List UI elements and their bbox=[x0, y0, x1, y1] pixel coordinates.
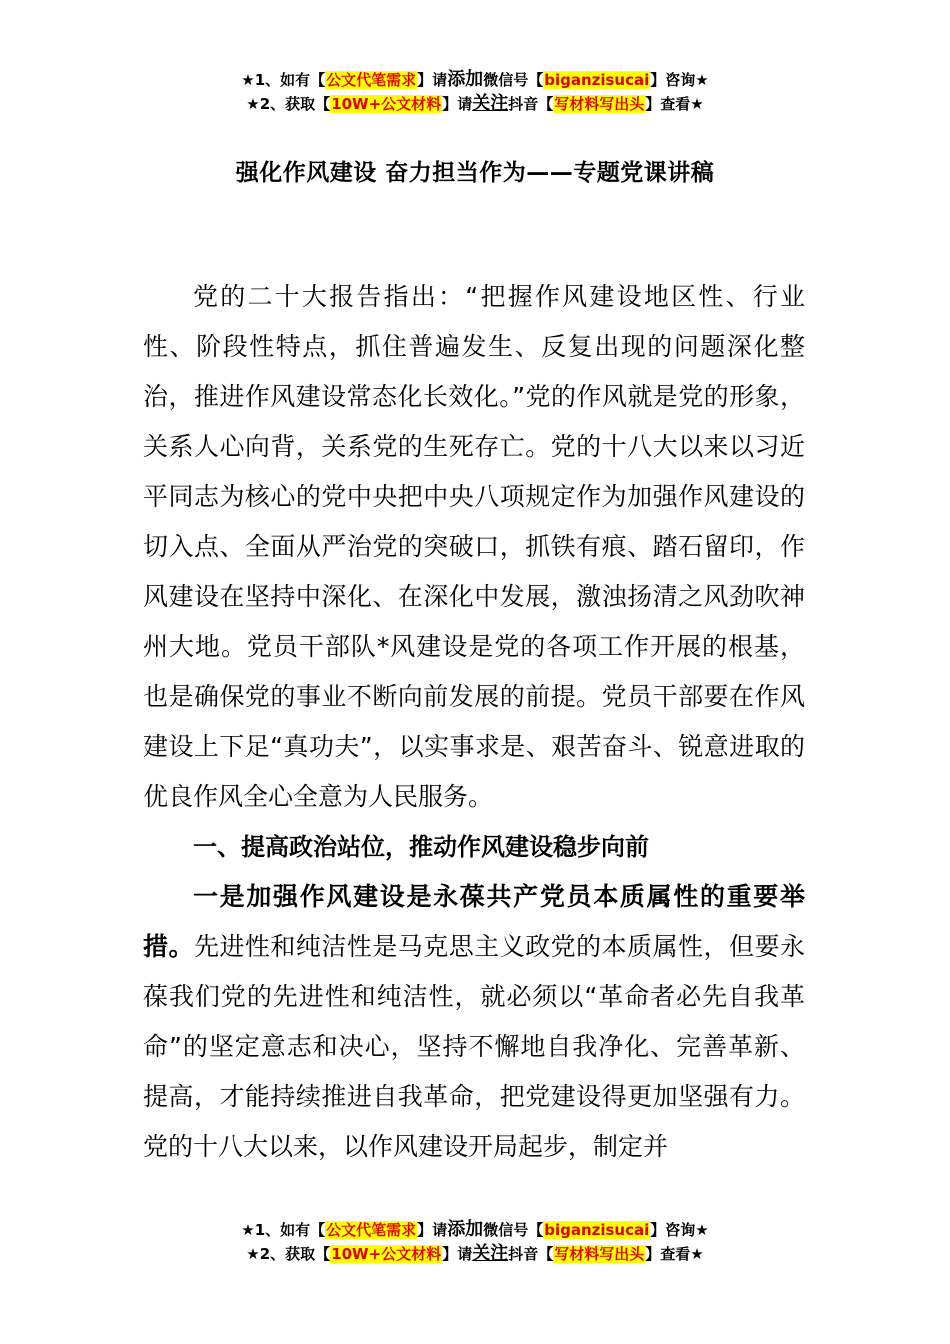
banner-text: 】请 bbox=[442, 1245, 473, 1263]
banner-text: ★1、如有【 bbox=[241, 71, 326, 89]
banner-text: 】请 bbox=[417, 1221, 448, 1239]
banner-text: 微信号【 bbox=[483, 1221, 544, 1239]
paragraph-section-1 bbox=[143, 872, 805, 1172]
highlight-douyin: 写材料写出头 bbox=[554, 95, 645, 113]
highlight-wechat-id: biganzisucai bbox=[544, 1221, 650, 1239]
highlight-service: 公文代笔需求 bbox=[326, 1221, 417, 1239]
banner-text: ★2、获取【 bbox=[246, 95, 331, 113]
section-heading-1: 一、提高政治站位，推动作风建设稳步向前 bbox=[193, 833, 649, 861]
banner-line-2 bbox=[0, 92, 950, 116]
banner-text: 】查看★ bbox=[645, 1245, 704, 1263]
paragraph-intro: 党的二十大报告指出：“把握作风建设地区性、行业性、阶段性特点，抓住普遍发生、反复出现的问题深化整治，推进作风建设常态化长效化。”党的作风就是党的形象，关系人心向背，关系党的生死存亡。党的十八大以来以习近平同志为核心的党中央把中央八项规定作为加强作风建设的切入点、全面从严治党的突破口，抓铁有痕、踏石留印，作风建设在坚持中深化、在深化中发展，激浊扬清之风劲吹神州大地。党员干部队*风建设是党的各项工作开展的根基，也是确保党的事业不断向前发展的前提。党员干部要在作风建设上下足“真功夫”，以实事求是、艰苦奋斗、锐意进取的优良作风全心全意为人民服务。 bbox=[143, 282, 805, 811]
banner-emphasis: 添加 bbox=[447, 1219, 484, 1240]
banner-line-1 bbox=[0, 68, 950, 92]
document-title: 强化作风建设 奋力担当作为——专题党课讲稿 bbox=[235, 160, 715, 186]
footer-banner bbox=[0, 1218, 950, 1266]
banner-text: 微信号【 bbox=[483, 71, 544, 89]
paragraph-lead-bold: 一是加强作风建设是永葆共产党员本质属性的重要举措。 bbox=[143, 882, 805, 961]
banner-text: ★1、如有【 bbox=[241, 1221, 326, 1239]
banner-emphasis: 添加 bbox=[447, 69, 484, 90]
banner-emphasis: 关注 bbox=[472, 93, 509, 114]
header-banner bbox=[0, 68, 950, 116]
banner-text: 抖音【 bbox=[508, 1245, 554, 1263]
banner-text: 】咨询★ bbox=[650, 1221, 709, 1239]
banner-text: ★2、获取【 bbox=[246, 1245, 331, 1263]
banner-line-2 bbox=[0, 1242, 950, 1266]
banner-text: 】查看★ bbox=[645, 95, 704, 113]
highlight-service: 公文代笔需求 bbox=[326, 71, 417, 89]
highlight-douyin: 写材料写出头 bbox=[554, 1245, 645, 1263]
banner-line-1 bbox=[0, 1218, 950, 1242]
banner-text: 】请 bbox=[442, 95, 473, 113]
banner-emphasis: 关注 bbox=[472, 1243, 509, 1264]
highlight-materials: 10W+公文材料 bbox=[331, 1245, 442, 1263]
banner-text: 】咨询★ bbox=[650, 71, 709, 89]
highlight-wechat-id: biganzisucai bbox=[544, 71, 650, 89]
banner-text: 抖音【 bbox=[508, 95, 554, 113]
highlight-materials: 10W+公文材料 bbox=[331, 95, 442, 113]
paragraph-text: 先进性和纯洁性是马克思主义政党的本质属性，但要永葆我们党的先进性和纯洁性，就必须以“革命者必先自我革命”的坚定意志和决心，坚持不懈地自我净化、完善革新、提高，才能持续推进自我革命，把党建设得更加坚强有力。党的十八大以来，以作风建设开局起步，制定并 bbox=[143, 932, 805, 1161]
document-body bbox=[143, 272, 805, 1172]
banner-text: 】请 bbox=[417, 71, 448, 89]
